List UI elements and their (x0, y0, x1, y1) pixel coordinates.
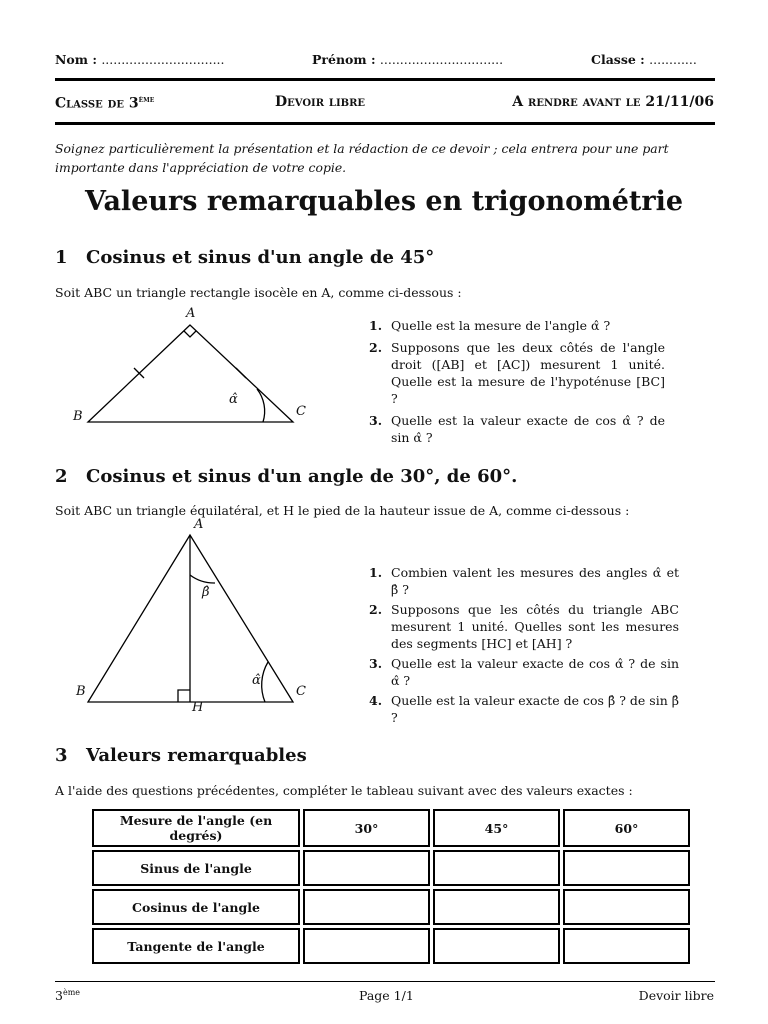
row-label: Tangente de l'angle (92, 928, 300, 964)
answer-cell[interactable] (433, 889, 560, 925)
class-label: Classe : (591, 52, 645, 67)
answer-cell[interactable] (563, 928, 690, 964)
answer-cell[interactable] (433, 928, 560, 964)
table-header-cell: 45° (433, 809, 560, 847)
question: 3. Quelle est la valeur exacte de cos α̂ ? de sin α̂ ? (369, 656, 679, 688)
fig2-label-beta: β̂ (202, 585, 210, 600)
name-label: Nom : (55, 52, 97, 67)
banner-rule (55, 122, 715, 125)
section-1-heading (55, 247, 434, 268)
section-1-title: Cosinus et sinus d'un angle de 45° (86, 247, 435, 268)
firstname-dots: ............................... (379, 52, 504, 67)
section-1-lead: Soit ABC un triangle rectangle isocèle en A, comme ci-dessous : (55, 285, 462, 300)
values-table (89, 806, 693, 967)
tick-ab (134, 368, 144, 378)
alpha-arc-1 (257, 389, 265, 422)
section-2-title: Cosinus et sinus d'un angle de 30°, de 60°. (86, 466, 518, 487)
row-label: Sinus de l'angle (92, 850, 300, 886)
banner-due: A rendre avant le 21/11/06 (512, 94, 714, 110)
section-2-lead: Soit ABC un triangle équilatéral, et H le pied de la hauteur issue de A, comme ci-dessous : (55, 503, 630, 518)
fig2-label-h: H (192, 700, 204, 715)
table-header-row (92, 809, 690, 847)
fig1-label-a: A (186, 306, 196, 321)
footer-page-number: Page 1/1 (359, 988, 414, 1003)
section-2-number: 2 (55, 466, 68, 487)
footer-left: 3ème (55, 988, 81, 1004)
footer-right: Devoir libre (638, 988, 714, 1003)
fig1-label-b: B (73, 409, 83, 424)
fig2-label-alpha: α̂ (252, 673, 261, 688)
name-dots: ............................... (101, 52, 225, 67)
intro-text: Soignez particulièrement la présentation et la rédaction de ce devoir ; cela entrera pour une part importante dans l'appréciation de votre copie. (55, 141, 669, 175)
table-row (92, 928, 690, 964)
fig1-label-c: C (296, 404, 306, 419)
question: 4. Quelle est la valeur exacte de cos β̂ ? de sin β̂ ? (369, 693, 679, 725)
fig2-label-a: A (194, 517, 204, 532)
answer-cell[interactable] (303, 889, 430, 925)
section-3-number: 3 (55, 745, 68, 766)
page-title: Valeurs remarquables en trigonométrie (84, 186, 684, 217)
class-dots: ............ (649, 52, 697, 67)
fig2-label-c: C (296, 684, 306, 699)
firstname-field (312, 52, 503, 67)
answer-cell[interactable] (303, 928, 430, 964)
table-row (92, 889, 690, 925)
question: 1. Quelle est la mesure de l'angle α̂ ? (369, 318, 611, 333)
beta-arc (190, 575, 215, 583)
tick-ac (236, 368, 246, 378)
right-angle-mark-1 (184, 331, 196, 337)
fig1-label-alpha: α̂ (229, 392, 238, 407)
section-3-lead: A l'aide des questions précédentes, compléter le tableau suivant avec des valeurs exactes : (55, 783, 633, 798)
table-header-cell: Mesure de l'angle (en degrés) (92, 809, 300, 847)
answer-cell[interactable] (433, 850, 560, 886)
firstname-label: Prénom : (312, 52, 376, 67)
figure-2-triangle (88, 535, 293, 702)
fig2-label-b: B (76, 684, 86, 699)
footer-rule (55, 981, 715, 982)
row-label: Cosinus de l'angle (92, 889, 300, 925)
alpha-arc-2 (262, 662, 268, 702)
answer-cell[interactable] (303, 850, 430, 886)
section-1-questions (369, 317, 665, 451)
banner-homework: Devoir libre (275, 94, 366, 110)
top-rule (55, 78, 715, 81)
class-field (591, 52, 697, 67)
right-angle-mark-2 (178, 690, 190, 702)
section-2-heading (55, 466, 517, 487)
question: 3. Quelle est la valeur exacte de cos α̂ ? de sin α̂ ? (369, 413, 665, 445)
table-row (92, 850, 690, 886)
section-3-title: Valeurs remarquables (86, 745, 307, 766)
question: 2. Supposons que les deux côtés de l'angle droit ([AB] et [AC]) mesurent 1 unité. Quelle est la mesure de l'hypoténuse [BC] ? (369, 340, 665, 406)
answer-cell[interactable] (563, 850, 690, 886)
banner-class-sup: ème (138, 94, 155, 104)
section-3-heading (55, 745, 307, 766)
answer-cell[interactable] (563, 889, 690, 925)
figure-1-triangle (88, 325, 293, 422)
name-field (55, 52, 225, 67)
section-1-number: 1 (55, 247, 68, 268)
table-header-cell: 30° (303, 809, 430, 847)
section-2-questions (369, 564, 679, 729)
question: 2. Supposons que les côtés du triangle ABC mesurent 1 unité. Quelles sont les mesures des segments [HC] et [AH] ? (369, 602, 679, 651)
question: 1. Combien valent les mesures des angles α̂ et β̂ ? (369, 565, 679, 597)
table-header-cell: 60° (563, 809, 690, 847)
banner-class: Classe de 3ème (55, 94, 155, 112)
